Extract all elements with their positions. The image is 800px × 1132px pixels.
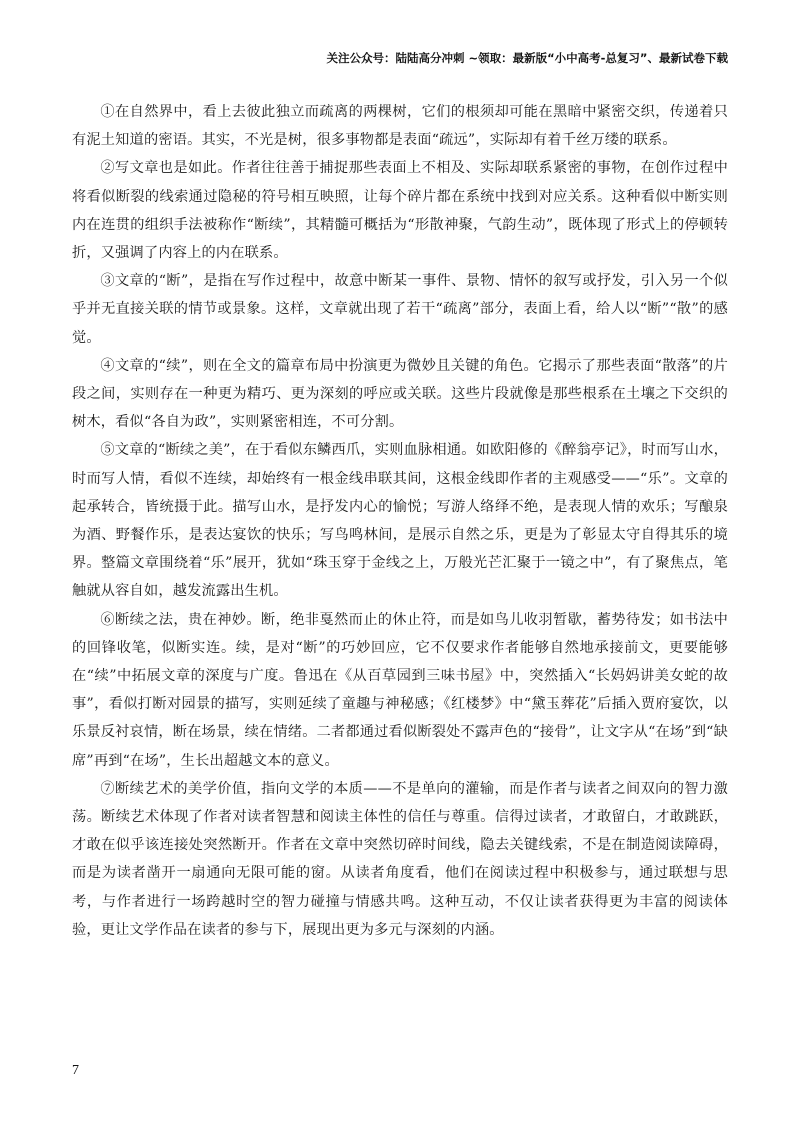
paragraph-7: ⑦断续艺术的美学价值，指向文学的本质——不是单向的灌输，而是作者与读者之间双向的智力激荡。断续艺术体现了作者对读者智慧和阅读主体性的信任与尊重。信得过读者，才敢留白，才敢跳跃，才敢在似乎该连接处突然断开。作者在文章中突然切碎时间线，隐去关键线索，不是在制造阅读障碍，而是为读者凿开一扇通向无限可能的窗。从读者角度看，他们在阅读过程中积极参与，通过联想与思考，与作者进行一场跨越时空的智力碰撞与情感共鸣。这种互动，不仅让读者获得更为丰富的阅读体验，更让文学作品在读者的参与下，展现出更为多元与深刻的内涵。 (72, 780, 728, 938)
paragraph-2: ②写文章也是如此。作者往往善于捕捉那些表面上不相及、实际却联系紧密的事物，在创作过程中将看似断裂的线索通过隐秘的符号相互映照，让每个碎片都在系统中找到对应关系。这种看似中断实则内在连贯的组织手法被称作“断续”，其精髓可概括为“形散神聚，气韵生动”，既体现了形式上的停顿转折，又强调了内容上的内在联系。 (72, 160, 728, 262)
article-body (72, 98, 728, 944)
page-number: 7 (72, 1063, 79, 1078)
paragraph-4: ④文章的“续”，则在全文的篇章布局中扮演更为微妙且关键的角色。它揭示了那些表面“散落”的片段之间，实则存在一种更为精巧、更为深刻的呼应或关联。这些片段就像是那些根系在土壤之下交织的树木，看似“各自为政”，实则紧密相连，不可分割。 (72, 357, 728, 431)
header-note: 关注公众号：陆陆高分冲刺 ~领取：最新版“小中高考-总复习”、最新试卷下载 (326, 51, 728, 65)
paragraph-1: ①在自然界中，看上去彼此独立而疏离的两棵树，它们的根须却可能在黑暗中紧密交织，传递着只有泥土知道的密语。其实，不光是树，很多事物都是表面“疏远”，实际却有着千丝万缕的联系。 (72, 104, 728, 149)
paragraph-3: ③文章的“断”，是指在写作过程中，故意中断某一事件、景物、情怀的叙写或抒发，引入另一个似乎并无直接关联的情节或景象。这样，文章就出现了若干“疏离”部分，表面上看，给人以“断”“散”的感觉。 (72, 273, 728, 346)
paragraph-6: ⑥断续之法，贵在神妙。断，绝非戛然而止的休止符，而是如鸟儿收羽暂歇，蓄势待发；如书法中的回锋收笔，似断实连。续，是对“断”的巧妙回应，它不仅要求作者能够自然地承接前文，更要能够在“续”中拓展文章的深度与广度。鲁迅在《从百草园到三味书屋》中，突然插入“长妈妈讲美女蛇的故事”，看似打断对园景的描写，实则延续了童趣与神秘感；《红楼梦》中“黛玉葬花”后插入贾府宴饮，以乐景反衬哀情，断在场景，续在情绪。二者都通过看似断裂处不露声色的“接骨”，让文字从“在场”到“缺席”再到“在场”，生长出超越文本的意义。 (72, 611, 728, 769)
paragraph-5: ⑤文章的“断续之美”，在于看似东鳞西爪，实则血脉相通。如欧阳修的《醉翁亭记》，时而写山水，时而写人情，看似不连续，却始终有一根金线串联其间，这根金线即作者的主观感受——“乐”。文章的起承转合，皆统摄于此。描写山水，是抒发内心的愉悦；写游人络绎不绝，是表现人情的欢乐；写酿泉为酒、野餐作乐，是表达宴饮的快乐；写鸟鸣林间，是展示自然之乐，更是为了彰显太守自得其乐的境界。整篇文章围绕着“乐”展开，犹如“珠玉穿于金线之上，万般光芒汇聚于一镜之中”，有了聚焦点，笔触就从容自如，越发流露出生机。 (72, 442, 728, 600)
